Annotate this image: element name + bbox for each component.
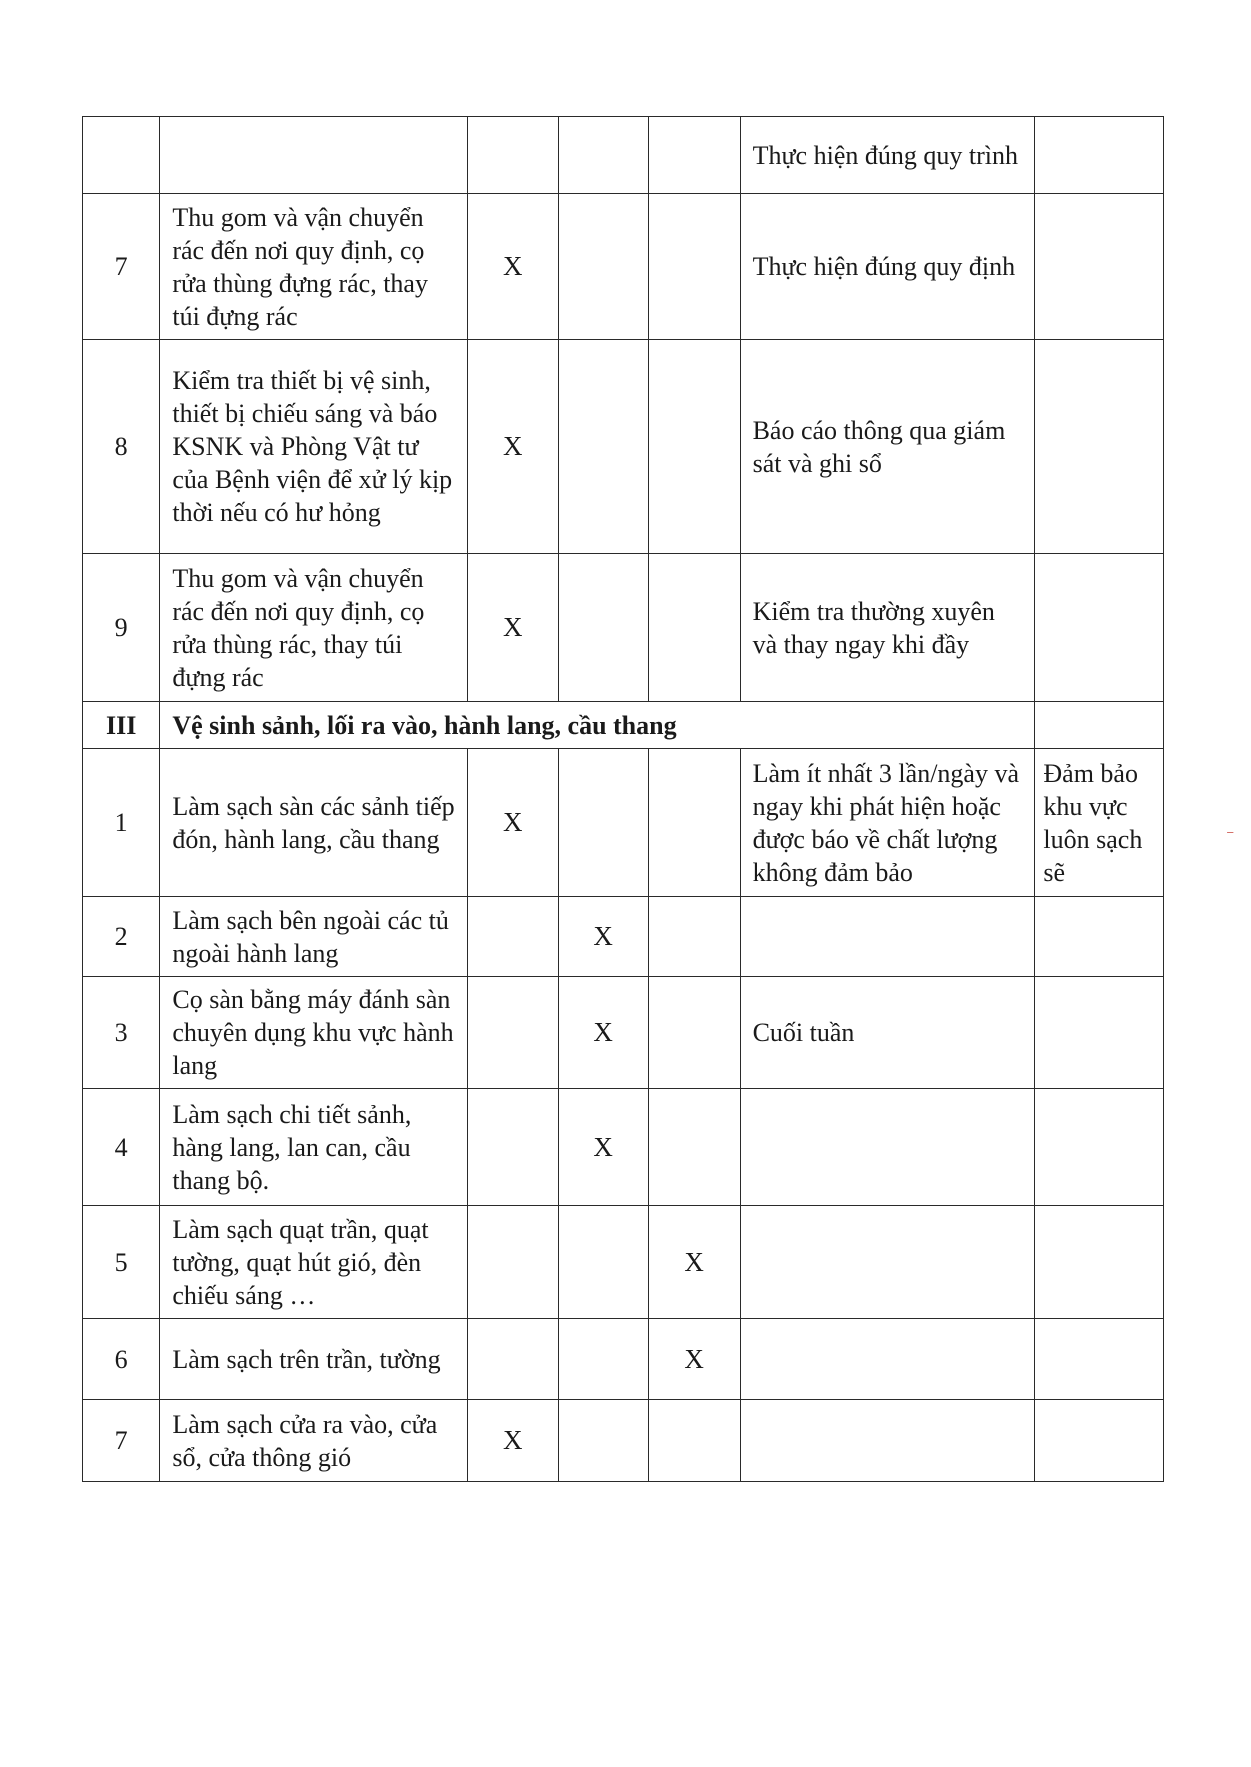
table-row xyxy=(83,1206,1164,1319)
method-cell: Báo cáo thông qua giám sát và ghi sổ xyxy=(740,340,1035,554)
method-cell: Thực hiện đúng quy định xyxy=(740,194,1035,340)
weekly-mark: X xyxy=(558,977,648,1089)
method-cell xyxy=(740,1319,1035,1400)
task-cell: Thu gom và vận chuyển rác đến nơi quy định, cọ rửa thùng rác, thay túi đựng rác xyxy=(160,554,467,702)
table-row xyxy=(83,749,1164,897)
method-cell: Kiểm tra thường xuyên và thay ngay khi đầy xyxy=(740,554,1035,702)
method-cell xyxy=(740,1400,1035,1482)
task-cell: Làm sạch cửa ra vào, cửa sổ, cửa thông gió xyxy=(160,1400,467,1482)
table-row xyxy=(83,194,1164,340)
monthly-mark xyxy=(648,1400,740,1482)
monthly-mark xyxy=(648,117,740,194)
requirement-cell xyxy=(1035,1319,1164,1400)
daily-mark xyxy=(467,977,558,1089)
row-number: 7 xyxy=(83,1400,160,1482)
method-cell: Làm ít nhất 3 lần/ngày và ngay khi phát hiện hoặc được báo về chất lượng không đảm bảo xyxy=(740,749,1035,897)
row-number: 7 xyxy=(83,194,160,340)
monthly-mark: X xyxy=(648,1319,740,1400)
weekly-mark xyxy=(558,1206,648,1319)
requirement-cell xyxy=(1035,194,1164,340)
cleaning-schedule-table xyxy=(82,116,1164,1482)
method-cell: Cuối tuần xyxy=(740,977,1035,1089)
row-number: 8 xyxy=(83,340,160,554)
method-cell: Thực hiện đúng quy trình xyxy=(740,117,1035,194)
monthly-mark xyxy=(648,977,740,1089)
requirement-cell: Đảm bảo khu vực luôn sạch sẽ xyxy=(1035,749,1164,897)
table-row xyxy=(83,117,1164,194)
daily-mark xyxy=(467,117,558,194)
task-cell: Kiểm tra thiết bị vệ sinh, thiết bị chiếu sáng và báo KSNK và Phòng Vật tư của Bệnh viện để xử lý kịp thời nếu có hư hỏng xyxy=(160,340,467,554)
requirement-cell xyxy=(1035,554,1164,702)
requirement-cell xyxy=(1035,897,1164,977)
table-row xyxy=(83,897,1164,977)
row-number: 2 xyxy=(83,897,160,977)
section-title: Vệ sinh sảnh, lối ra vào, hành lang, cầu thang xyxy=(160,702,1035,749)
task-cell: Làm sạch trên trần, tường xyxy=(160,1319,467,1400)
task-cell: Làm sạch quạt trần, quạt tường, quạt hút gió, đèn chiếu sáng … xyxy=(160,1206,467,1319)
monthly-mark xyxy=(648,1089,740,1206)
requirement-cell xyxy=(1035,1089,1164,1206)
daily-mark xyxy=(467,1319,558,1400)
method-cell xyxy=(740,897,1035,977)
row-number: 5 xyxy=(83,1206,160,1319)
table-row xyxy=(83,977,1164,1089)
table-row xyxy=(83,340,1164,554)
weekly-mark xyxy=(558,340,648,554)
requirement-cell xyxy=(1035,977,1164,1089)
daily-mark: X xyxy=(467,340,558,554)
weekly-mark xyxy=(558,554,648,702)
monthly-mark xyxy=(648,194,740,340)
daily-mark xyxy=(467,897,558,977)
monthly-mark xyxy=(648,749,740,897)
daily-mark: X xyxy=(467,554,558,702)
weekly-mark: X xyxy=(558,1089,648,1206)
table-row xyxy=(83,1089,1164,1206)
task-cell: Cọ sàn bằng máy đánh sàn chuyên dụng khu vực hành lang xyxy=(160,977,467,1089)
method-cell xyxy=(740,1089,1035,1206)
requirement-cell xyxy=(1035,117,1164,194)
monthly-mark xyxy=(648,340,740,554)
scan-artifact-mark: ⁻ xyxy=(1226,826,1235,845)
row-number: 4 xyxy=(83,1089,160,1206)
weekly-mark xyxy=(558,1400,648,1482)
row-number: 3 xyxy=(83,977,160,1089)
weekly-mark xyxy=(558,194,648,340)
task-cell: Làm sạch chi tiết sảnh, hàng lang, lan can, cầu thang bộ. xyxy=(160,1089,467,1206)
daily-mark: X xyxy=(467,1400,558,1482)
table-row xyxy=(83,1319,1164,1400)
requirement-cell xyxy=(1035,340,1164,554)
weekly-mark: X xyxy=(558,897,648,977)
requirement-cell xyxy=(1035,1400,1164,1482)
task-cell xyxy=(160,117,467,194)
table-row xyxy=(83,554,1164,702)
monthly-mark: X xyxy=(648,1206,740,1319)
weekly-mark xyxy=(558,117,648,194)
daily-mark: X xyxy=(467,194,558,340)
task-cell: Thu gom và vận chuyển rác đến nơi quy định, cọ rửa thùng đựng rác, thay túi đựng rác xyxy=(160,194,467,340)
table-row xyxy=(83,1400,1164,1482)
row-number: 6 xyxy=(83,1319,160,1400)
section-number: III xyxy=(83,702,160,749)
daily-mark xyxy=(467,1089,558,1206)
task-cell: Làm sạch sàn các sảnh tiếp đón, hành lang, cầu thang xyxy=(160,749,467,897)
row-number: 9 xyxy=(83,554,160,702)
row-number: 1 xyxy=(83,749,160,897)
requirement-cell xyxy=(1035,1206,1164,1319)
monthly-mark xyxy=(648,897,740,977)
weekly-mark xyxy=(558,1319,648,1400)
section-blank-cell xyxy=(1035,702,1164,749)
monthly-mark xyxy=(648,554,740,702)
daily-mark: X xyxy=(467,749,558,897)
task-cell: Làm sạch bên ngoài các tủ ngoài hành lang xyxy=(160,897,467,977)
section-header-row xyxy=(83,702,1164,749)
daily-mark xyxy=(467,1206,558,1319)
weekly-mark xyxy=(558,749,648,897)
row-number xyxy=(83,117,160,194)
method-cell xyxy=(740,1206,1035,1319)
